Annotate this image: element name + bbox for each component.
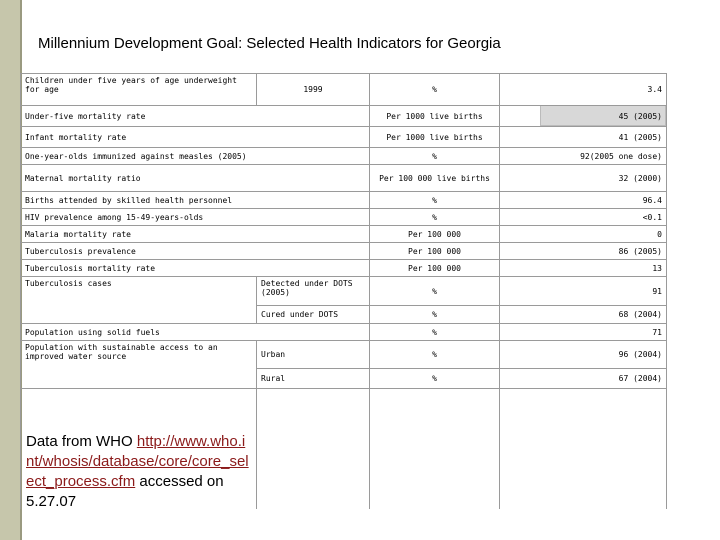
value-cell: <0.1 [500,209,667,226]
value-cell: 92(2005 one dose) [500,148,667,165]
unit-cell: % [370,341,500,369]
table-row [21,74,667,106]
value-cell: 32 (2000) [500,165,667,192]
indicator-cell: Tuberculosis cases [21,277,257,324]
value-cell: 96.4 [500,192,667,209]
unit-cell: Per 1000 live births [370,106,500,127]
value-cell: 96 (2004) [500,341,667,369]
unit-cell: Per 100 000 [370,226,500,243]
table-row [21,192,667,209]
value-cell: 86 (2005) [500,243,667,260]
indicator-cell: One-year-olds immunized against measles (2005) [21,148,370,165]
indicator-cell: Births attended by skilled health personnel [21,192,370,209]
table-row [21,106,667,127]
table-row [21,277,667,306]
value-cell: 41 (2005) [500,127,667,148]
unit-cell: Per 100 000 live births [370,165,500,192]
source-prefix: Data from WHO [26,433,137,450]
sub-indicator-cell: Urban [257,341,370,369]
unit-cell: % [370,324,500,341]
value-cell: 67 (2004) [500,369,667,389]
indicator-cell: Population using solid fuels [21,324,370,341]
unit-cell: % [370,209,500,226]
unit-cell: % [370,74,500,106]
indicator-cell: Infant mortality rate [21,127,370,148]
indicator-cell: Under-five mortality rate [21,106,370,127]
unit-cell: Per 1000 live births [370,127,500,148]
unit-cell: % [370,369,500,389]
value-cell: 68 (2004) [500,306,667,324]
empty-cell [500,389,667,509]
table-row [21,260,667,277]
empty-cell [370,389,500,509]
unit-cell: % [370,148,500,165]
table-row [21,243,667,260]
value-cell: 0 [500,226,667,243]
unit-cell: Per 100 000 [370,260,500,277]
value-cell: 13 [500,260,667,277]
indicator-cell: Tuberculosis mortality rate [21,260,370,277]
sub-indicator-cell: Detected under DOTS (2005) [257,277,370,306]
value-cell: 91 [500,277,667,306]
year-cell: 1999 [257,74,370,106]
table-row [21,341,667,369]
page-title: Millennium Development Goal: Selected Health Indicators for Georgia [38,35,501,52]
table-row [21,209,667,226]
empty-cell [257,389,370,509]
sub-indicator-cell: Cured under DOTS [257,306,370,324]
source-note [26,432,252,512]
unit-cell: % [370,192,500,209]
table-row [21,148,667,165]
indicator-cell: Malaria mortality rate [21,226,370,243]
value-cell: 45 (2005) [500,106,667,127]
left-accent-bar [0,0,20,540]
source-link[interactable]: http://www.who.int/whosis/database/core/core_select_process.cfm [26,433,249,490]
unit-cell: % [370,277,500,306]
table-row [21,226,667,243]
value-cell: 71 [500,324,667,341]
value-cell: 3.4 [500,74,667,106]
unit-cell: % [370,306,500,324]
indicator-cell: Children under five years of age underweight for age [21,74,257,106]
indicator-cell: HIV prevalence among 15-49-years-olds [21,209,370,226]
indicator-cell: Maternal mortality ratio [21,165,370,192]
table-row [21,165,667,192]
table-row [21,127,667,148]
indicator-cell: Population with sustainable access to an improved water source [21,341,257,389]
table-row [21,324,667,341]
sub-indicator-cell: Rural [257,369,370,389]
indicator-cell: Tuberculosis prevalence [21,243,370,260]
unit-cell: Per 100 000 [370,243,500,260]
source-suffix: accessed on 5.27.07 [26,473,224,510]
